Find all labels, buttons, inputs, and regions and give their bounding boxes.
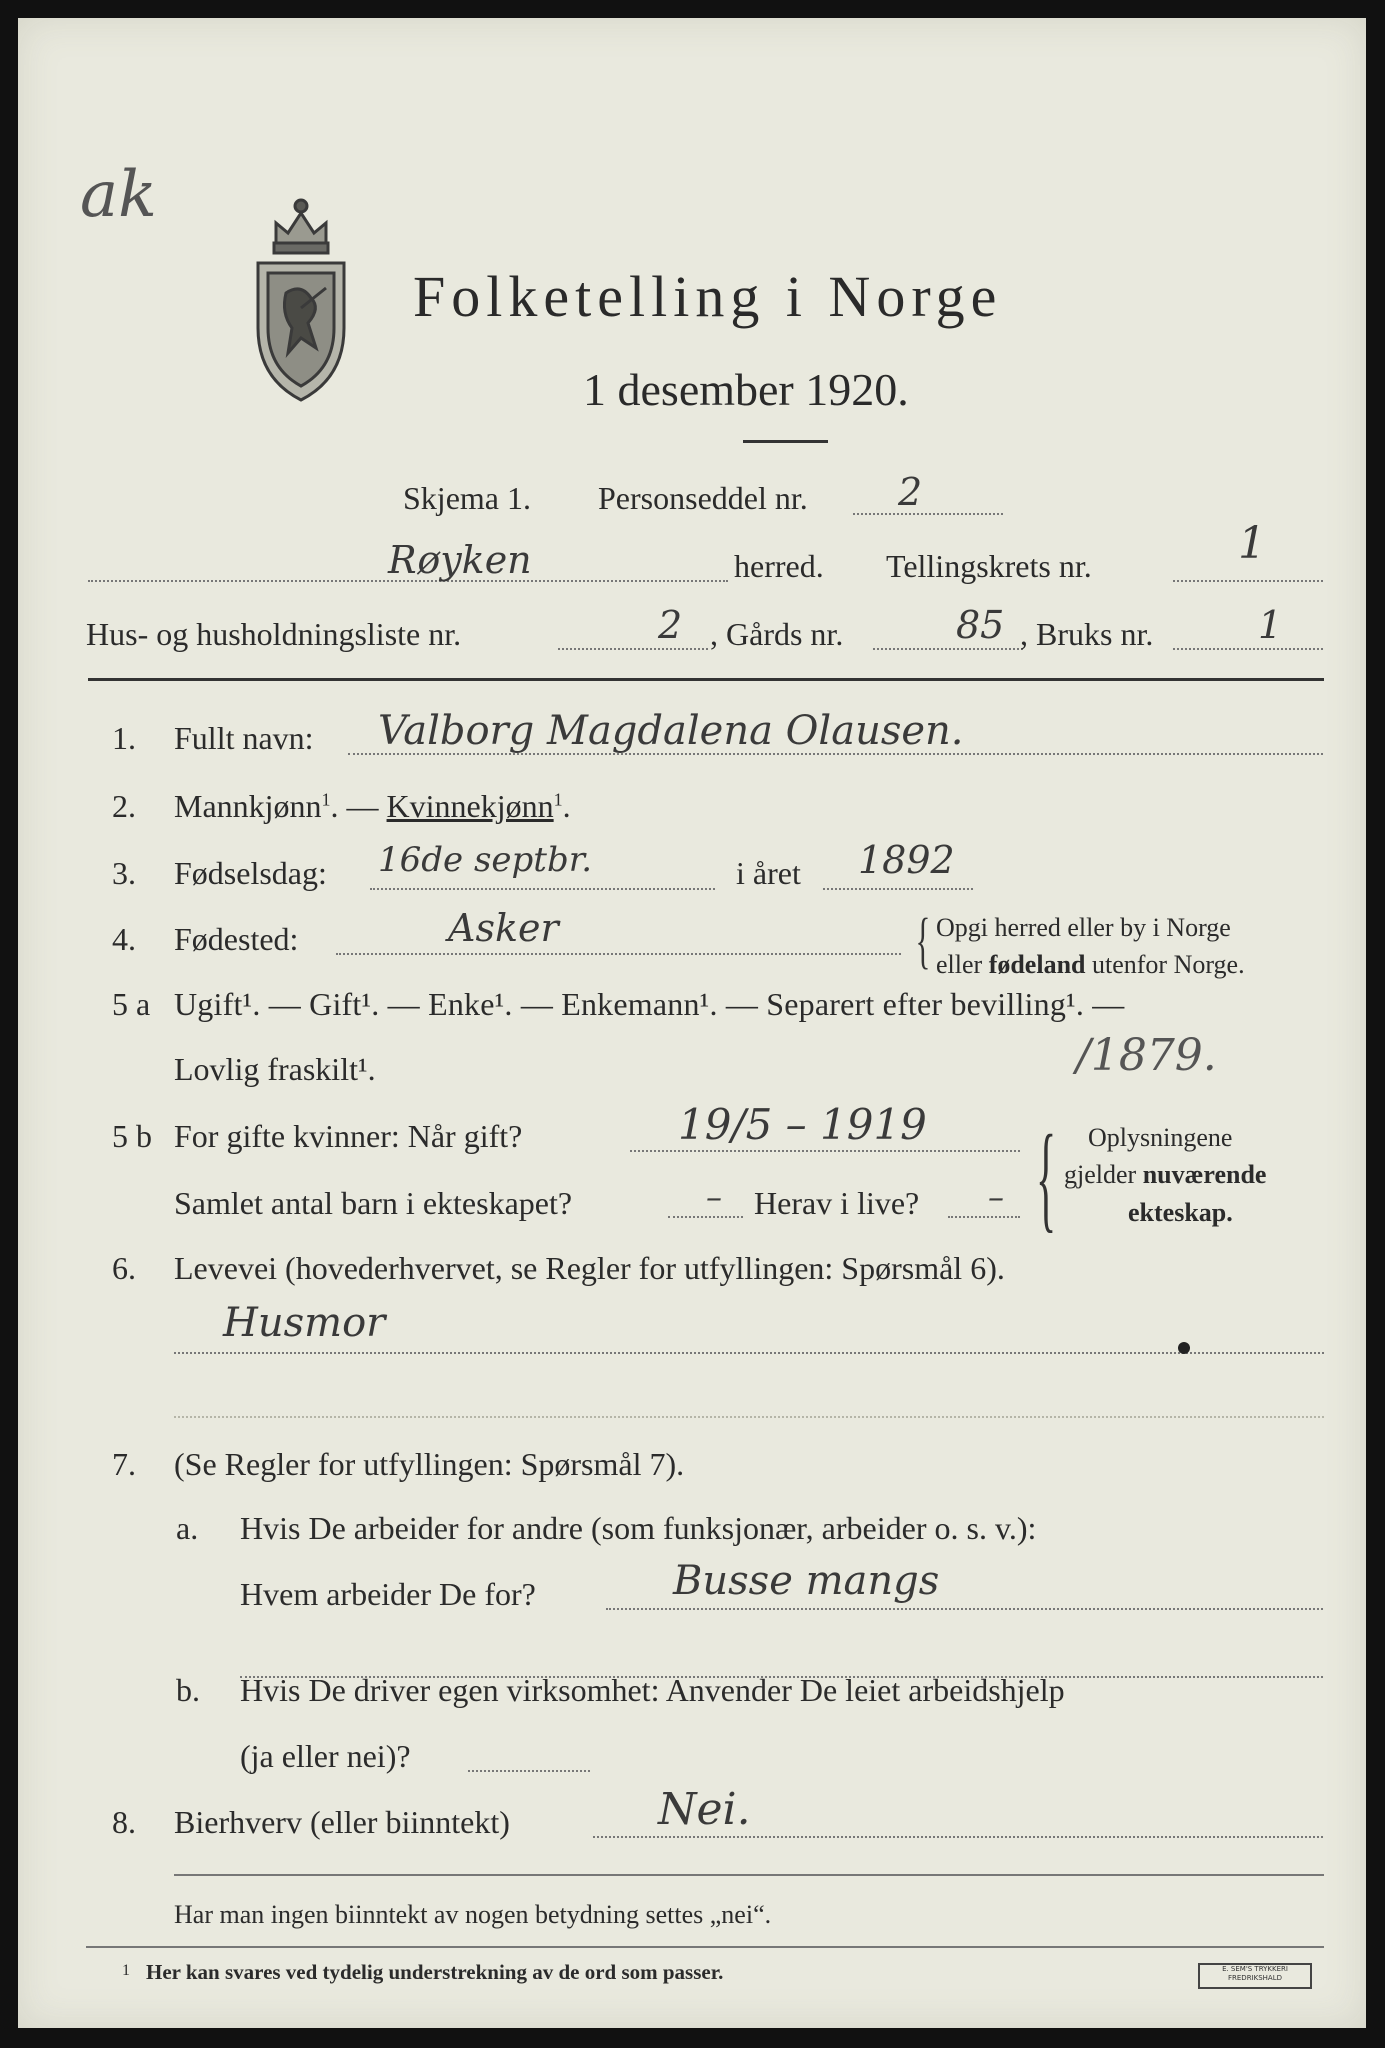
- q5b-line1: [630, 1150, 1020, 1152]
- q4-brace: {: [915, 907, 931, 975]
- q5b-note-3-text: ekteskap.: [1128, 1198, 1233, 1227]
- q6-line2: [174, 1416, 1324, 1418]
- q2-kvinne: Kvinnekjønn: [386, 788, 554, 824]
- q1-label: Fullt navn:: [174, 720, 314, 756]
- q7-label: (Se Regler for utfyllingen: Spørsmål 7).: [174, 1446, 685, 1482]
- q7b-label1: Hvis De driver egen virksomhet: Anvender De leiet arbeidshjelp: [240, 1672, 1065, 1708]
- tellingskrets-value: 1: [1238, 518, 1266, 569]
- gards-value: 85: [956, 603, 1005, 647]
- q1-value: Valborg Magdalena Olausen.: [378, 708, 964, 754]
- census-form: [18, 18, 1366, 2028]
- q4-note-2a: eller: [936, 950, 989, 979]
- hus-line: [558, 648, 708, 650]
- q6-value: Husmor: [223, 1300, 386, 1346]
- q5b-value3: –: [988, 1178, 1004, 1216]
- footer-rule-1: [174, 1874, 1324, 1876]
- q4-note-2b: fødeland: [988, 950, 1086, 979]
- q7-num: 7.: [112, 1446, 136, 1482]
- q4-note-2: [936, 950, 1245, 980]
- q8-label: Bierhverv (eller biinntekt): [174, 1804, 510, 1840]
- skjema-label: Skjema 1.: [403, 480, 531, 516]
- margin-note: ak: [80, 158, 157, 232]
- q5a-line2: Lovlig fraskilt¹.: [174, 1051, 376, 1087]
- q5b-value1: 19/5 – 1919: [678, 1100, 927, 1149]
- q5b-label3: Herav i live?: [754, 1185, 920, 1221]
- q6-num: 6.: [112, 1250, 136, 1286]
- footnote-num: 1: [122, 1962, 130, 1979]
- q8-value: Nei.: [658, 1784, 751, 1835]
- q5b-line2: [668, 1216, 743, 1218]
- herred-value: Røyken: [388, 538, 532, 582]
- q4-note-2c: utenfor Norge.: [1085, 950, 1245, 979]
- q3-line: [370, 888, 715, 890]
- hus-value: 2: [658, 603, 683, 647]
- q5a-num: 5 a: [112, 986, 151, 1022]
- q5b-note-2b: nuværende: [1142, 1160, 1267, 1189]
- bruks-label: , Bruks nr.: [1020, 616, 1154, 652]
- q5b-value2: –: [706, 1178, 722, 1216]
- q7b-line: [468, 1770, 590, 1772]
- header-rule: [88, 678, 1324, 681]
- q5b-note-2: [1064, 1160, 1266, 1190]
- q5b-line3: [948, 1216, 1020, 1218]
- q5b-label2: Samlet antal barn i ekteskapet?: [174, 1185, 573, 1221]
- tellingskrets-line: [1173, 580, 1323, 582]
- q5b-brace: {: [1036, 1110, 1057, 1243]
- q2-num: 2.: [112, 788, 136, 824]
- q4-label: Fødested:: [174, 921, 299, 957]
- footer-rule-2: [86, 1946, 1324, 1948]
- bruks-value: 1: [1258, 603, 1283, 647]
- q1-num: 1.: [112, 720, 136, 756]
- q2-label: [174, 788, 571, 825]
- q2-mann: Mannkjønn: [174, 788, 322, 824]
- q6-line: [174, 1352, 1324, 1354]
- q4-note-1: Opgi herred eller by i Norge: [936, 913, 1231, 942]
- title-divider: [743, 440, 828, 443]
- footnote-text: Her kan svares ved tydelig understrekning av de ord som passer.: [146, 1960, 724, 1984]
- form-date: 1 desember 1920.: [583, 364, 909, 415]
- gards-line: [873, 648, 1023, 650]
- q4-num: 4.: [112, 921, 136, 957]
- q5a-annotation: /1879.: [1076, 1030, 1217, 1081]
- q7b-label2: (ja eller nei)?: [240, 1738, 411, 1774]
- q8-num: 8.: [112, 1804, 136, 1840]
- q2-sep: . —: [330, 788, 387, 824]
- hus-label: Hus- og husholdningsliste nr.: [86, 616, 462, 652]
- q7a-value: Busse mangs: [673, 1558, 940, 1604]
- q7a-label1: Hvis De arbeider for andre (som funksjonær, arbeider o. s. v.):: [240, 1510, 1037, 1546]
- q5b-num: 5 b: [112, 1118, 152, 1154]
- form-title: Folketelling i Norge: [413, 264, 1003, 329]
- q5b-note-2a: gjelder: [1064, 1160, 1143, 1189]
- q3-num: 3.: [112, 855, 136, 891]
- q6-label: Levevei (hovederhvervet, se Regler for utfyllingen: Spørsmål 6).: [174, 1250, 1005, 1286]
- q3-aret-line: [823, 888, 973, 890]
- q7b-num: b.: [176, 1672, 200, 1708]
- q2-sup-a: 1: [321, 789, 331, 810]
- coat-of-arms-icon: [246, 188, 356, 408]
- q5b-note-1: Oplysningene: [1088, 1123, 1233, 1152]
- q3-label: Fødselsdag:: [174, 855, 327, 891]
- q7a-num: a.: [176, 1510, 199, 1546]
- q3-aret-label: i året: [736, 855, 801, 891]
- q3-value: 16de septbr.: [378, 840, 593, 880]
- bruks-line: [1173, 648, 1323, 650]
- q7a-line: [606, 1608, 1323, 1610]
- q2-end: .: [562, 788, 571, 824]
- personseddel-line: [853, 513, 1003, 515]
- q3-aret-value: 1892: [858, 838, 955, 882]
- q8-line: [593, 1836, 1323, 1838]
- q5b-label1: For gifte kvinner: Når gift?: [174, 1118, 523, 1154]
- herred-label: herred.: [734, 548, 824, 584]
- q4-value: Asker: [448, 906, 559, 950]
- q4-line: [336, 953, 901, 955]
- personseddel-label: Personseddel nr.: [598, 480, 808, 516]
- q6-dot-mark: [1178, 1342, 1190, 1354]
- printer-stamp: E. SEM'S TRYKKERI FREDRIKSHALD: [1198, 1963, 1312, 1989]
- q2-sup-b: 1: [553, 789, 563, 810]
- gards-label: , Gårds nr.: [710, 616, 844, 652]
- q5b-note-3: [1128, 1198, 1233, 1228]
- personseddel-value: 2: [898, 470, 923, 514]
- footer-note: Har man ingen biinntekt av nogen betydning settes „nei“.: [174, 1900, 772, 1929]
- tellingskrets-label: Tellingskrets nr.: [886, 548, 1092, 584]
- q7a-label2: Hvem arbeider De for?: [240, 1576, 536, 1612]
- q5a-line1: Ugift¹. — Gift¹. — Enke¹. — Enkemann¹. — Separert efter bevilling¹. —: [174, 986, 1125, 1022]
